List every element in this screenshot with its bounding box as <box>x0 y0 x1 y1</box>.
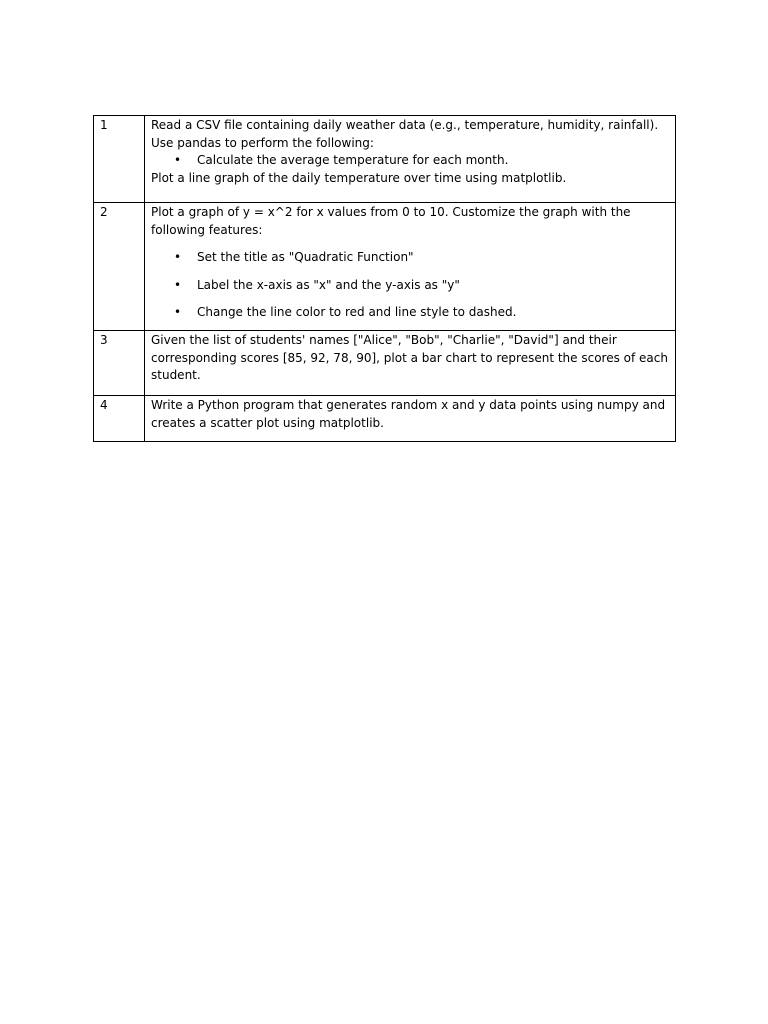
exercise-table <box>93 115 676 442</box>
list-item <box>151 152 669 170</box>
bullet-text: Label the x-axis as "x" and the y-axis as "y" <box>197 277 460 292</box>
task-description <box>145 203 676 331</box>
row-number: 3 <box>94 331 145 396</box>
table-row <box>94 331 676 396</box>
bullet-text: Calculate the average temperature for each month. <box>197 153 509 167</box>
bullet-icon: • <box>174 153 182 167</box>
table-row <box>94 203 676 331</box>
task-description <box>145 116 676 203</box>
row-number: 2 <box>94 203 145 331</box>
bullet-icon: • <box>174 305 182 319</box>
task-bullet-list <box>151 249 669 322</box>
bullet-text: Change the line color to red and line style to dashed. <box>197 305 517 319</box>
task-intro: Plot a graph of y = x^2 for x values from 0 to 10. Customize the graph with the following features: <box>151 205 631 237</box>
task-bullet-list <box>151 152 669 170</box>
bullet-text: Set the title as "Quadratic Function" <box>197 250 414 264</box>
list-item <box>151 277 669 295</box>
task-intro: Read a CSV file containing daily weather data (e.g., temperature, humidity, rainfall). Use pandas to perform the following: <box>151 118 659 150</box>
task-description <box>145 396 676 442</box>
row-number: 1 <box>94 116 145 203</box>
task-intro: Given the list of students' names ["Alice", "Bob", "Charlie", "David"] and their corresponding scores [85, 92, 78, 90], plot a bar chart to represent the scores of each student. <box>151 333 668 382</box>
list-item <box>151 249 669 267</box>
list-item <box>151 304 669 322</box>
bullet-icon: • <box>174 277 182 292</box>
task-outro: Plot a line graph of the daily temperature over time using matplotlib. <box>151 170 567 185</box>
row-number: 4 <box>94 396 145 442</box>
task-intro: Write a Python program that generates random x and y data points using numpy and creates a scatter plot using matplotlib. <box>151 398 666 430</box>
table-row <box>94 396 676 442</box>
task-description <box>145 331 676 396</box>
table-row <box>94 116 676 203</box>
bullet-icon: • <box>174 250 182 264</box>
